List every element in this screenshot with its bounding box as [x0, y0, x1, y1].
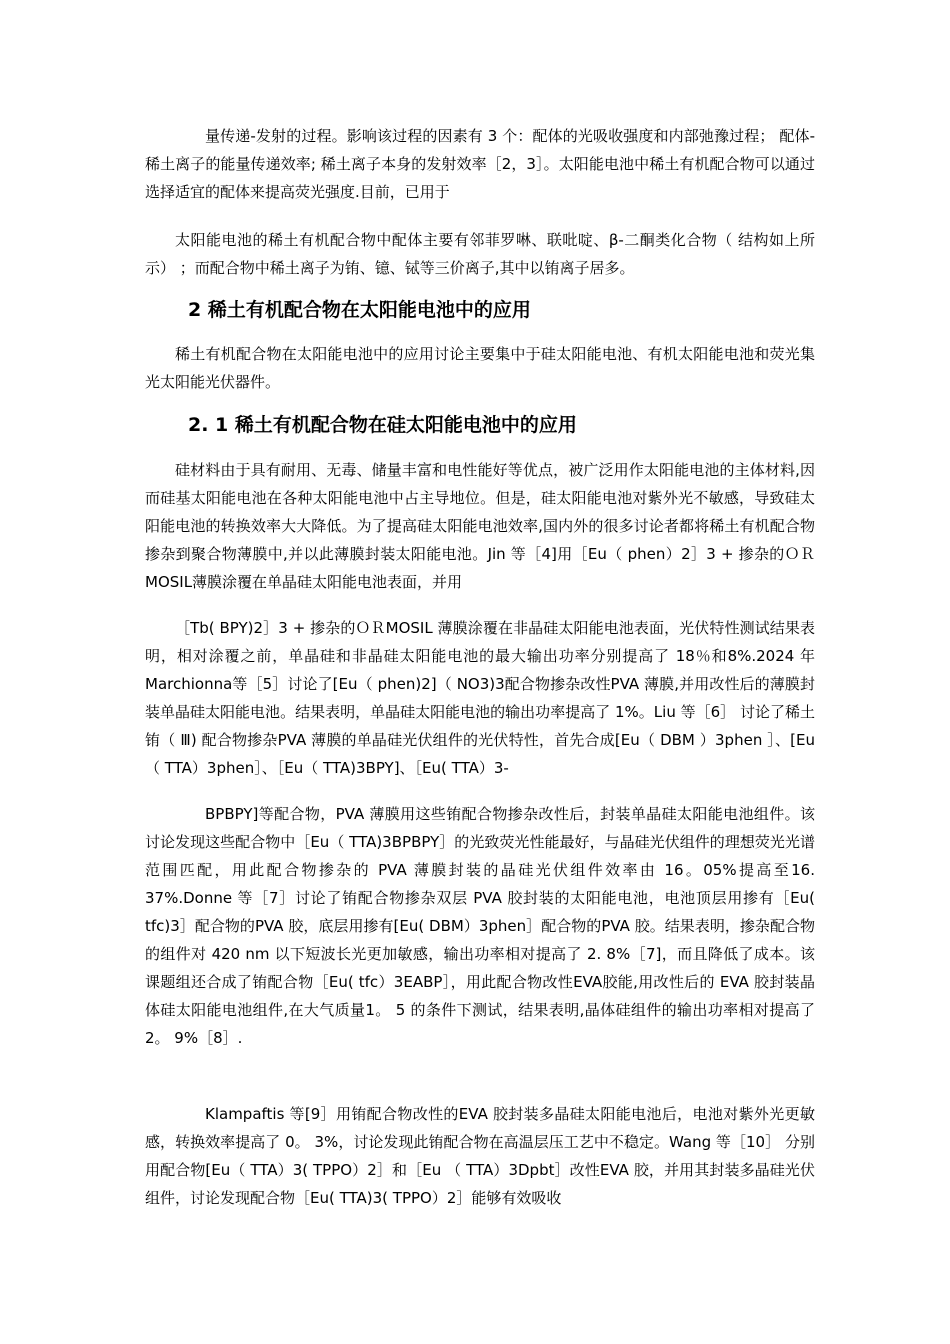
paragraph-ligands: 太阳能电池的稀土有机配合物中配体主要有邻菲罗啉、联吡啶、β-二酮类化合物（ 结构如上所示） ；而配合物中稀土离子为铕、镱、铽等三价离子,其中以铕离子居多。 [145, 231, 815, 277]
paragraph-energy-transfer: 量传递-发射的过程。影响该过程的因素有 3 个：配体的光吸收强度和内部弛豫过程； 配体-稀土离子的能量传递效率; 稀土离子本身的发射效率［2，3］。太阳能电池中稀土有机配合物可以通过选择适宜的配体来提高荧光强度.目前，已用于 [145, 127, 815, 201]
paragraph-bpbpy: BPBPY]等配合物，PVA 薄膜用这些铕配合物掺杂改性后，封装单晶硅太阳能电池组件。该讨论发现这些配合物中［Eu（ TTA)3BPBPY］的光致荧光性能最好，与晶硅光伏组件的理想荧光光谱范围匹配，用此配合物掺杂的 PVA 薄膜封装的晶硅光伏组件效率由 16。05%提高至16. 37%.Donne 等［7］讨论了铕配合物掺杂双层 PVA 胶封装的太阳能电池，电池顶层用掺有［Eu( tfc)3］配合物的PVA 胶，底层用掺有[Eu( DBM）3phen］配合物的PVA 胶。结果表明，掺杂配合物的组件对 420 nm 以下短波长光更加敏感，输出功率相对提高了 2. 8%［7]，而且降低了成本。该课题组还合成了铕配合物［Eu( tfc）3EABP］，用此配合物改性EVA胶能,用改性后的 EVA 胶封装晶体硅太阳能电池组件,在大气质量1。 5 的条件下测试，结果表明,晶体硅组件的输出功率相对提高了2。 9%［8］. [145, 805, 815, 1047]
section-heading-2-1: 2. 1 稀土有机配合物在硅太阳能电池中的应用 [188, 414, 577, 436]
paragraph-silicon: 硅材料由于具有耐用、无毒、储量丰富和电性能好等优点，被广泛用作太阳能电池的主体材料,因而硅基太阳能电池在各种太阳能电池中占主导地位。但是，硅太阳能电池对紫外光不敏感，导致硅太阳能电池的转换效率大大降低。为了提高硅太阳能电池效率,国内外的很多讨论者都将稀土有机配合物掺杂到聚合物薄膜中,并以此薄膜封装太阳能电池。Jin 等［4]用［Eu（ phen）2］3 + 掺杂的ＯＲMOSIL薄膜涂覆在单晶硅太阳能电池表面，并用 [145, 461, 815, 591]
paragraph-applications: 稀土有机配合物在太阳能电池中的应用讨论主要集中于硅太阳能电池、有机太阳能电池和荧光集光太阳能光伏器件。 [145, 345, 815, 391]
paragraph-klampaftis: Klampaftis 等[9］用铕配合物改性的EVA 胶封装多晶硅太阳能电池后，电池对紫外光更敏感，转换效率提高了 0。 3%，讨论发现此铕配合物在高温层压工艺中不稳定。Wang 等［10］ 分别用配合物[Eu（ TTA）3( TPPO）2］和［Eu （ TTA）3Dpbt］改性EVA 胶，并用其封装多晶硅光伏组件，讨论发现配合物［Eu( TTA)3( TPPO）2］能够有效吸收 [145, 1105, 815, 1207]
paragraph-tb-bpy: ［Tb( BPY)2］3 + 掺杂的ＯＲMOSIL 薄膜涂覆在非晶硅太阳能电池表面，光伏特性测试结果表明，相对涂覆之前，单晶硅和非晶硅太阳能电池的最大输出功率分别提高了 18％和8%.2024 年Marchionna等［5］讨论了[Eu（ phen)2]（ NO3)3配合物掺杂改性PVA 薄膜,并用改性后的薄膜封装单晶硅太阳能电池。结果表明，单晶硅太阳能电池的输出功率提高了 1%。Liu 等［6］ 讨论了稀土铕（ Ⅲ) 配合物掺杂PVA 薄膜的单晶硅光伏组件的光伏特性，首先合成[Eu（ DBM ）3phen ］、[Eu（ TTA）3phen］、［Eu（ TTA)3BPY]、［Eu( TTA）3- [145, 619, 815, 777]
section-heading-2: 2 稀土有机配合物在太阳能电池中的应用 [188, 299, 531, 321]
